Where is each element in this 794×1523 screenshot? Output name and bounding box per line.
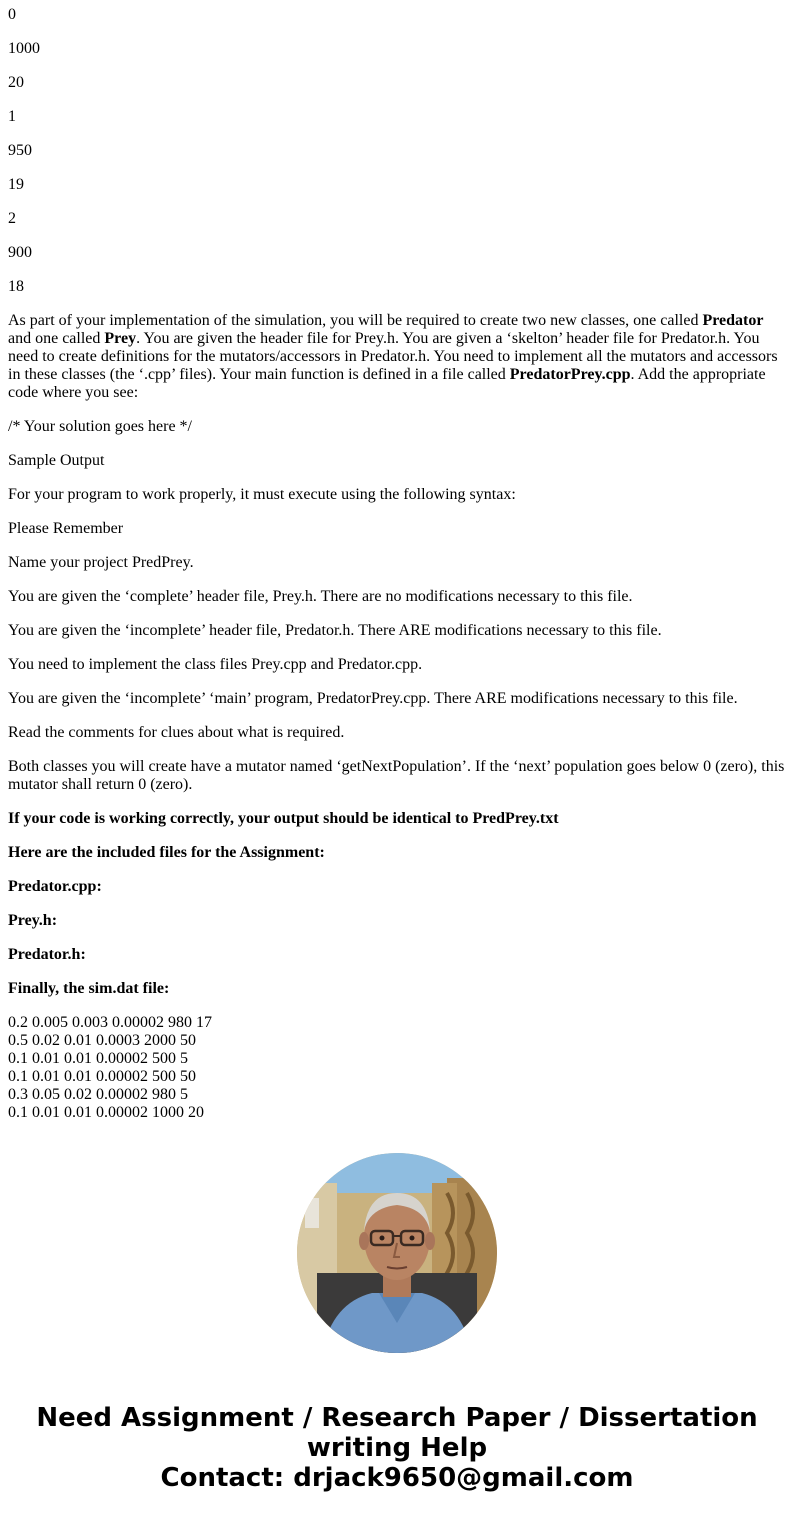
prey-class-name: Prey: [104, 330, 137, 347]
person-avatar-photo-icon: [297, 1153, 497, 1353]
syntax-note: For your program to work properly, it must execute using the following syntax:: [8, 486, 516, 503]
footer-line: writing Help: [306, 1433, 488, 1463]
included-files-heading: Here are the included files for the Assignment:: [8, 844, 325, 861]
sim-dat-line: 0.5 0.02 0.01 0.0003 2000 50: [8, 1032, 196, 1049]
main-file-name: PredatorPrey.cpp: [509, 366, 631, 383]
intro-text: and one called: [8, 330, 105, 347]
reminder-item: You need to implement the class files Prey.cpp and Predator.cpp.: [8, 656, 423, 673]
reminder-item: Name your project PredPrey.: [8, 554, 194, 571]
predator-h-heading: Predator.h:: [8, 946, 86, 963]
document-body: [8, 6, 788, 1122]
solution-comment: /* Your solution goes here */: [8, 418, 192, 435]
footer-line: Need Assignment / Research Paper / Dissertation: [36, 1403, 758, 1433]
number-line: 0: [8, 6, 16, 23]
reminder-item: You are given the ‘complete’ header file, Prey.h. There are no modifications necessary to this file.: [8, 588, 633, 605]
sim-dat-line: 0.3 0.05 0.02 0.00002 980 5: [8, 1086, 188, 1103]
footer-contact-email: Contact: drjack9650@gmail.com: [160, 1463, 634, 1493]
intro-text: As part of your implementation of the simulation, you will be required to create two new classes, one called: [8, 312, 703, 329]
predator-cpp-heading: Predator.cpp:: [8, 878, 102, 895]
sim-dat-line: 0.1 0.01 0.01 0.00002 500 50: [8, 1068, 196, 1085]
reminder-item: You are given the ‘incomplete’ header file, Predator.h. There ARE modifications necessary to this file.: [8, 622, 662, 639]
prey-h-heading: Prey.h:: [8, 912, 58, 929]
output-identical-note: If your code is working correctly, your output should be identical to PredPrey.txt: [8, 810, 559, 827]
footer-contact-banner: [0, 1403, 794, 1493]
sim-dat-line: 0.1 0.01 0.01 0.00002 1000 20: [8, 1104, 204, 1121]
number-line: 1: [8, 108, 16, 125]
intro-text: . Add the appropriate code where you see:: [8, 366, 766, 401]
number-line: 1000: [8, 40, 40, 57]
intro-text: . You are given the header file for Prey.h. You are given a ‘skelton’ header file for Predator.h. You need to create definitions for the mutators/accessors in Predator.h. You need to implement all the mutators and accessors in these classes (the ‘.cpp’ files). Your main function is defined in a file called: [8, 330, 778, 383]
please-remember-heading: Please Remember: [8, 520, 124, 537]
intro-paragraph: [8, 312, 788, 402]
sim-dat-line: 0.2 0.005 0.003 0.00002 980 17: [8, 1014, 212, 1031]
sim-dat-block: [8, 1014, 788, 1122]
sample-output-heading: Sample Output: [8, 452, 105, 469]
number-line: 19: [8, 176, 24, 193]
number-line: 18: [8, 278, 24, 295]
reminder-item: Read the comments for clues about what is required.: [8, 724, 345, 741]
number-line: 950: [8, 142, 32, 159]
number-line: 20: [8, 74, 24, 91]
predator-class-name: Predator: [702, 312, 764, 329]
sim-dat-heading: Finally, the sim.dat file:: [8, 980, 170, 997]
number-line: 900: [8, 244, 32, 261]
sim-dat-line: 0.1 0.01 0.01 0.00002 500 5: [8, 1050, 188, 1067]
avatar: [297, 1153, 497, 1353]
reminder-item: You are given the ‘incomplete’ ‘main’ program, PredatorPrey.cpp. There ARE modifications necessary to this file.: [8, 690, 738, 707]
reminder-item: Both classes you will create have a mutator named ‘getNextPopulation’. If the ‘next’ population goes below 0 (zero), this mutator shall return 0 (zero).: [8, 758, 785, 793]
number-line: 2: [8, 210, 16, 227]
